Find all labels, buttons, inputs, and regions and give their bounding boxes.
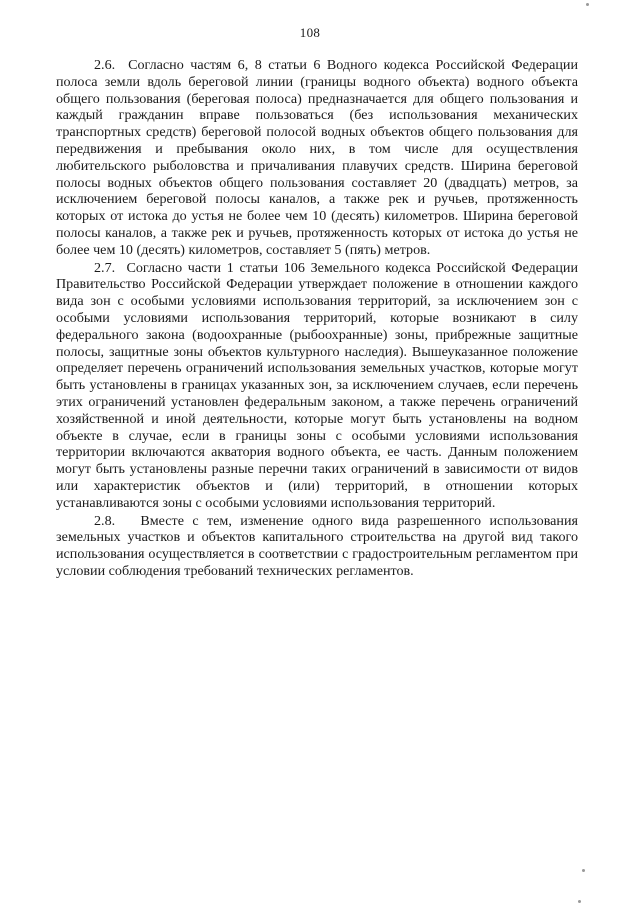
scan-speck-bottom-right <box>578 900 581 903</box>
paragraph-2-7: 2.7. Согласно части 1 статьи 106 Земельного кодекса Российской Федерации Правительство Российской Федерации утверждает положение в отношении каждого вида зон с особыми условиями использования территорий, за исключением зон с особыми условиями использования территорий, которые возникают в силу федерального закона (водоохранные (рыбоохранные) зоны, прибрежные защитные полосы, защитные зоны объектов культурного наследия). Вышеуказанное положение определяет перечень ограничений использования земельных участков, которые могут быть установлены в границах указанных зон, за исключением случаев, если перечень этих ограничений установлен федеральным законом, а также перечень ограничений хозяйственной и иной деятельности, которые могут быть установлены на водном объекте в случае, если в границы зоны с особыми условиями использования территории включаются акватория водного объекта, ее часть. Данным положением могут быть установлены разные перечни таких ограничений в зависимости от видов или характеристик объектов и (или) территорий, в отношении которых устанавливаются зоны с особыми условиями использования территорий. <box>56 259 578 511</box>
page-number: 108 <box>299 25 321 40</box>
paragraph-2-6: 2.6. Согласно частям 6, 8 статьи 6 Водного кодекса Российской Федерации полоса земли вдоль береговой линии (границы водного объекта) водного объекта общего пользования (береговая полоса) предназначается для общего пользования и каждый гражданин вправе пользоваться (без использования механических транспортных средств) береговой полосой водных объектов общего пользования для передвижения и пребывания около них, в том числе для осуществления любительского рыболовства и причаливания плавучих средств. Ширина береговой полосы водных объектов общего пользования составляет 20 (двадцать) метров, за исключением береговой полосы каналов, а также рек и ручьев, протяженность которых от истока до устья не более чем 10 (десять) километров. Ширина береговой полосы каналов, а также рек и ручьев, протяженность которых от истока до устья не более чем 10 (десять) километров, составляет 5 (пять) метров. <box>56 57 578 258</box>
scan-speck-mid-right <box>582 869 585 872</box>
document-body <box>56 57 578 580</box>
paragraph-2-8: 2.8. Вместе с тем, изменение одного вида разрешенного использования земельных участков и объектов капитального строительства на другой вид такого использования осуществляется в соответствии с градостроительным регламентом при условии соблюдения требований технических регламентов. <box>56 512 578 579</box>
scan-speck-top-right <box>586 3 589 6</box>
